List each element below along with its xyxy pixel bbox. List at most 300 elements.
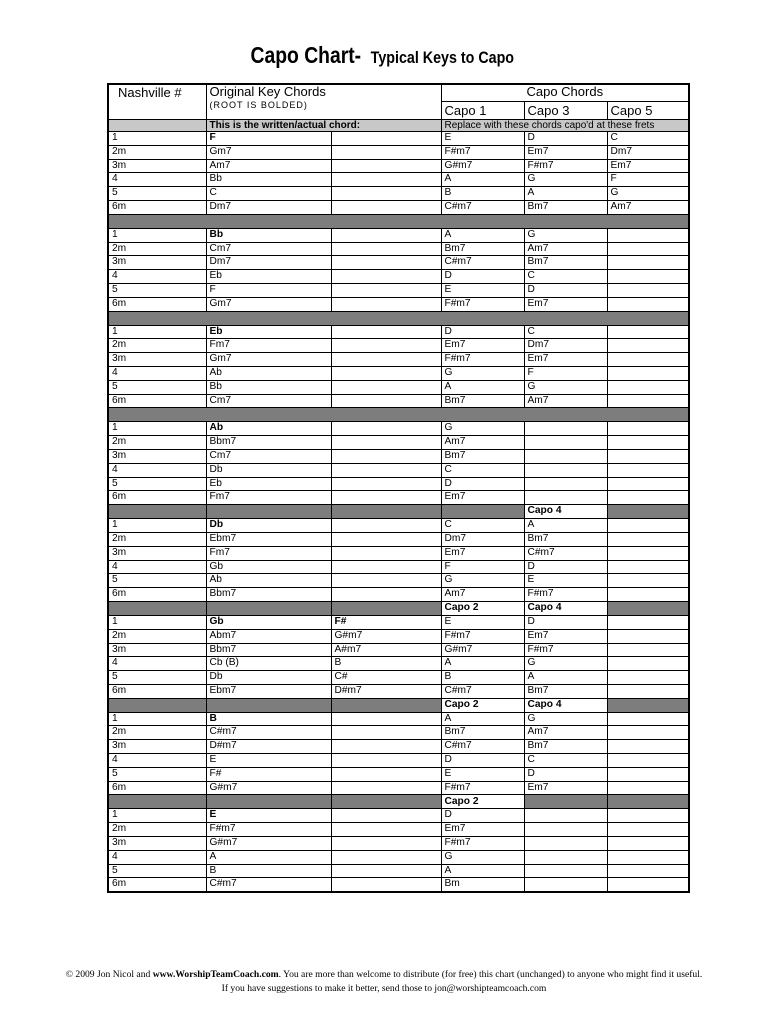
capo-b-cell: F#m7 (524, 588, 607, 602)
capo-c-cell (607, 477, 689, 491)
footer-line-1: © 2009 Jon Nicol and www.WorshipTeamCoach.com. You are more than welcome to distribute (for free) this chart (unchanged) to anyone who might find it useful. (65, 969, 703, 980)
capo-a-cell: E (441, 615, 524, 629)
title-subtitle: Typical Keys to Capo (371, 48, 515, 67)
nashville-cell: 1 (108, 422, 206, 436)
original-cell: E (206, 754, 331, 768)
separator-cell (206, 505, 331, 519)
alt-key-cell (331, 325, 441, 339)
original-cell: Gb (206, 560, 331, 574)
capo-c-cell (607, 615, 689, 629)
section-separator (108, 311, 689, 325)
nashville-cell: 3m (108, 353, 206, 367)
nashville-cell: 2m (108, 145, 206, 159)
capo-c-cell: F (607, 173, 689, 187)
separator-cell (108, 311, 689, 325)
table-row (108, 712, 689, 726)
capo-c-cell (607, 588, 689, 602)
capo-b-cell (524, 850, 607, 864)
nashville-cell: 3m (108, 159, 206, 173)
capo-b-cell (524, 878, 607, 892)
capo-b-cell: Em7 (524, 353, 607, 367)
nashville-cell: 5 (108, 283, 206, 297)
capo-b-cell: C (524, 754, 607, 768)
alt-key-cell (331, 878, 441, 892)
original-cell: D#m7 (206, 740, 331, 754)
capo-c-cell (607, 380, 689, 394)
alt-key-cell (331, 712, 441, 726)
subheader-row (108, 120, 689, 132)
original-cell: Dm7 (206, 256, 331, 270)
capo-c-cell (607, 574, 689, 588)
capo-b-cell: Am7 (524, 242, 607, 256)
capo-c-cell (607, 864, 689, 878)
capo-b-cell: Bm7 (524, 256, 607, 270)
capo-b-cell (524, 449, 607, 463)
nashville-cell: 6m (108, 781, 206, 795)
alt-key-cell (331, 574, 441, 588)
alt-key-cell (331, 823, 441, 837)
alt-key-cell (331, 353, 441, 367)
section-separator (108, 408, 689, 422)
table-row (108, 422, 689, 436)
alt-key-cell (331, 740, 441, 754)
capo-a-cell: G#m7 (441, 643, 524, 657)
footer (0, 968, 768, 996)
table-row (108, 823, 689, 837)
capo5-header: Capo 5 (607, 102, 689, 120)
capo-c-cell (607, 449, 689, 463)
table-row (108, 615, 689, 629)
alt-key-cell (331, 270, 441, 284)
nashville-cell: 3m (108, 837, 206, 851)
original-cell: Bb (206, 380, 331, 394)
capo-b-cell: Bm7 (524, 200, 607, 214)
alt-key-cell (331, 394, 441, 408)
capo-label-cell: Capo 2 (441, 601, 524, 615)
capo-a-cell: D (441, 809, 524, 823)
capo-c-cell (607, 740, 689, 754)
capo-b-cell: C (524, 270, 607, 284)
capo-a-cell: F#m7 (441, 837, 524, 851)
nashville-cell: 1 (108, 132, 206, 146)
table-row (108, 491, 689, 505)
alt-key-cell (331, 200, 441, 214)
nashville-cell: 4 (108, 463, 206, 477)
original-cell: Cm7 (206, 242, 331, 256)
alt-key-cell (331, 187, 441, 201)
alt-key-cell (331, 380, 441, 394)
table-row (108, 574, 689, 588)
original-cell: Eb (206, 325, 331, 339)
capo-c-cell (607, 228, 689, 242)
alt-key-cell: D#m7 (331, 684, 441, 698)
capo-c-cell (607, 546, 689, 560)
alt-key-cell (331, 297, 441, 311)
original-cell: E (206, 809, 331, 823)
alt-key-cell (331, 532, 441, 546)
table-row (108, 878, 689, 892)
capo-a-cell: A (441, 864, 524, 878)
nashville-cell: 5 (108, 477, 206, 491)
capo-c-cell (607, 684, 689, 698)
capo-b-cell: D (524, 767, 607, 781)
capo-a-cell: G (441, 366, 524, 380)
capo-b-cell: C#m7 (524, 546, 607, 560)
capo-a-cell: Am7 (441, 436, 524, 450)
section-separator (108, 795, 689, 809)
capo-c-cell (607, 519, 689, 533)
nashville-cell: 2m (108, 823, 206, 837)
capo-c-cell (607, 532, 689, 546)
capo-chart-table (107, 83, 690, 893)
nashville-cell: 3m (108, 546, 206, 560)
original-cell: B (206, 712, 331, 726)
nashville-cell: 5 (108, 767, 206, 781)
capo-a-cell: A (441, 657, 524, 671)
capo-b-cell: Am7 (524, 726, 607, 740)
capo-a-cell: B (441, 187, 524, 201)
capo-c-cell (607, 878, 689, 892)
table-row (108, 864, 689, 878)
capo-a-cell: G#m7 (441, 159, 524, 173)
capo-a-cell: C (441, 519, 524, 533)
nashville-cell: 1 (108, 228, 206, 242)
capo-b-cell: F#m7 (524, 159, 607, 173)
capo-a-cell: D (441, 754, 524, 768)
nashville-cell: 1 (108, 809, 206, 823)
alt-key-cell (331, 339, 441, 353)
nashville-cell: 1 (108, 519, 206, 533)
capo-b-cell: Bm7 (524, 740, 607, 754)
capo-a-cell: E (441, 767, 524, 781)
footer-line-2: If you have suggestions to make it better, send those to jon@worshipteamcoach.com (221, 983, 547, 994)
capo-b-cell: D (524, 283, 607, 297)
capo-b-cell: G (524, 228, 607, 242)
capo-b-cell: Em7 (524, 145, 607, 159)
capo-c-cell (607, 353, 689, 367)
capo-b-cell: F (524, 366, 607, 380)
alt-key-cell (331, 809, 441, 823)
capo-a-cell: C#m7 (441, 256, 524, 270)
alt-key-cell (331, 477, 441, 491)
nashville-cell: 2m (108, 532, 206, 546)
table-row (108, 394, 689, 408)
nashville-cell: 4 (108, 657, 206, 671)
table-row (108, 657, 689, 671)
nashville-cell: 6m (108, 200, 206, 214)
nashville-cell: 4 (108, 270, 206, 284)
table-row (108, 850, 689, 864)
capo-a-cell: G (441, 574, 524, 588)
nashville-cell: 6m (108, 588, 206, 602)
nashville-cell: 1 (108, 712, 206, 726)
alt-key-cell (331, 588, 441, 602)
table-row (108, 519, 689, 533)
original-cell: Ebm7 (206, 684, 331, 698)
nashville-cell: 1 (108, 615, 206, 629)
nashville-cell: 4 (108, 754, 206, 768)
capo-b-cell: Em7 (524, 781, 607, 795)
original-cell: G#m7 (206, 781, 331, 795)
table-row (108, 173, 689, 187)
capo-b-cell: C (524, 325, 607, 339)
nashville-cell: 5 (108, 574, 206, 588)
capo-a-cell: D (441, 325, 524, 339)
original-cell: Cm7 (206, 394, 331, 408)
separator-cell (206, 698, 331, 712)
capo-a-cell: F#m7 (441, 629, 524, 643)
capo-c-cell (607, 394, 689, 408)
nashville-cell: 2m (108, 436, 206, 450)
capo-c-cell (607, 463, 689, 477)
capo-b-cell (524, 477, 607, 491)
alt-key-cell (331, 519, 441, 533)
separator-cell (607, 795, 689, 809)
original-key-header (206, 84, 441, 120)
alt-key-cell: B (331, 657, 441, 671)
nashville-cell: 3m (108, 643, 206, 657)
nashville-cell: 5 (108, 671, 206, 685)
nashville-cell: 3m (108, 449, 206, 463)
nashville-cell: 6m (108, 878, 206, 892)
capo-a-cell: E (441, 283, 524, 297)
table-row (108, 740, 689, 754)
original-cell: Fm7 (206, 546, 331, 560)
separator-cell (108, 214, 689, 228)
nashville-cell: 6m (108, 297, 206, 311)
table-row (108, 353, 689, 367)
nashville-cell: 4 (108, 560, 206, 574)
alt-key-cell (331, 449, 441, 463)
capo-a-cell: D (441, 477, 524, 491)
original-cell: Ab (206, 422, 331, 436)
capo-chords-header: Capo Chords (441, 84, 689, 102)
table-row (108, 532, 689, 546)
original-cell: Dm7 (206, 200, 331, 214)
original-cell: F (206, 132, 331, 146)
capo-c-cell (607, 491, 689, 505)
capo-c-cell (607, 629, 689, 643)
capo-b-cell: D (524, 132, 607, 146)
capo-a-cell: Em7 (441, 823, 524, 837)
capo-b-cell: Em7 (524, 297, 607, 311)
table-row (108, 809, 689, 823)
table-row (108, 256, 689, 270)
capo1-header: Capo 1 (441, 102, 524, 120)
alt-key-cell: C# (331, 671, 441, 685)
capo-a-cell: E (441, 132, 524, 146)
capo-a-cell: C (441, 463, 524, 477)
original-cell: C#m7 (206, 726, 331, 740)
capo-c-cell (607, 560, 689, 574)
capo-b-cell: Em7 (524, 629, 607, 643)
capo-c-cell (607, 297, 689, 311)
table-row (108, 380, 689, 394)
capo-c-cell: G (607, 187, 689, 201)
capo-b-cell (524, 809, 607, 823)
alt-key-cell (331, 159, 441, 173)
capo-a-cell: C#m7 (441, 200, 524, 214)
capo-c-cell (607, 781, 689, 795)
table-row (108, 477, 689, 491)
capo-c-cell (607, 643, 689, 657)
nashville-cell: 2m (108, 726, 206, 740)
capo-a-cell: F#m7 (441, 781, 524, 795)
separator-cell (206, 601, 331, 615)
separator-cell (607, 505, 689, 519)
capo-a-cell: F#m7 (441, 353, 524, 367)
replace-note: Replace with these chords capo'd at these frets (441, 120, 689, 132)
separator-cell (607, 601, 689, 615)
header-row (108, 84, 689, 102)
alt-key-cell (331, 228, 441, 242)
capo-a-cell: F#m7 (441, 297, 524, 311)
alt-key-cell (331, 436, 441, 450)
capo-b-cell: A (524, 519, 607, 533)
capo-a-cell: C#m7 (441, 684, 524, 698)
original-cell: Db (206, 519, 331, 533)
capo-b-cell: G (524, 380, 607, 394)
footer-site-link: www.WorshipTeamCoach.com (152, 969, 279, 980)
alt-key-cell (331, 256, 441, 270)
alt-key-cell (331, 283, 441, 297)
capo-b-cell: Dm7 (524, 339, 607, 353)
page-title (0, 42, 768, 69)
alt-key-cell (331, 145, 441, 159)
capo-c-cell (607, 657, 689, 671)
capo-a-cell: Em7 (441, 546, 524, 560)
original-cell: Eb (206, 477, 331, 491)
nashville-cell: 6m (108, 684, 206, 698)
capo-b-cell: Bm7 (524, 684, 607, 698)
original-cell: Gm7 (206, 145, 331, 159)
capo-c-cell (607, 823, 689, 837)
capo-c-cell (607, 436, 689, 450)
original-cell: F#m7 (206, 823, 331, 837)
original-cell: Abm7 (206, 629, 331, 643)
capo-c-cell (607, 850, 689, 864)
table-row (108, 283, 689, 297)
alt-key-cell (331, 463, 441, 477)
section-separator (108, 698, 689, 712)
capo-c-cell: Am7 (607, 200, 689, 214)
capo-b-cell (524, 422, 607, 436)
table-row (108, 297, 689, 311)
separator-cell (441, 505, 524, 519)
capo-label-cell: Capo 4 (524, 698, 607, 712)
table-row (108, 325, 689, 339)
table-row (108, 145, 689, 159)
capo-a-cell: Bm7 (441, 449, 524, 463)
nashville-cell: 5 (108, 187, 206, 201)
separator-cell (331, 698, 441, 712)
alt-key-cell (331, 864, 441, 878)
separator-cell (331, 505, 441, 519)
nashville-cell: 4 (108, 173, 206, 187)
capo-b-cell: A (524, 671, 607, 685)
capo-c-cell (607, 726, 689, 740)
original-cell: Fm7 (206, 491, 331, 505)
nashville-cell: 6m (108, 394, 206, 408)
nashville-cell: 3m (108, 740, 206, 754)
capo-a-cell: A (441, 712, 524, 726)
nashville-cell: 5 (108, 380, 206, 394)
original-cell: Ab (206, 574, 331, 588)
title-main: Capo Chart- (250, 42, 361, 68)
separator-cell (108, 505, 206, 519)
table-row (108, 159, 689, 173)
alt-key-cell (331, 242, 441, 256)
original-cell: Bbm7 (206, 436, 331, 450)
capo-b-cell: A (524, 187, 607, 201)
capo-a-cell: F (441, 560, 524, 574)
capo-label-cell: Capo 2 (441, 795, 524, 809)
alt-key-cell: F# (331, 615, 441, 629)
alt-key-cell (331, 491, 441, 505)
table-row (108, 436, 689, 450)
separator-cell (108, 795, 206, 809)
original-cell: Cb (B) (206, 657, 331, 671)
capo-label-cell: Capo 4 (524, 505, 607, 519)
capo-b-cell: E (524, 574, 607, 588)
nashville-cell: 3m (108, 256, 206, 270)
table-row (108, 270, 689, 284)
capo-c-cell: C (607, 132, 689, 146)
capo-c-cell (607, 422, 689, 436)
separator-cell (607, 698, 689, 712)
nashville-cell: 4 (108, 366, 206, 380)
capo-c-cell (607, 283, 689, 297)
table-row (108, 643, 689, 657)
capo-c-cell (607, 325, 689, 339)
original-cell: Ab (206, 366, 331, 380)
table-row (108, 339, 689, 353)
capo-b-cell (524, 823, 607, 837)
capo-c-cell (607, 712, 689, 726)
capo-a-cell: Bm (441, 878, 524, 892)
capo-b-cell: F#m7 (524, 643, 607, 657)
separator-cell (108, 408, 689, 422)
alt-key-cell (331, 767, 441, 781)
original-cell: Gb (206, 615, 331, 629)
capo-a-cell: G (441, 422, 524, 436)
capo-b-cell (524, 436, 607, 450)
capo-a-cell: Dm7 (441, 532, 524, 546)
capo-c-cell (607, 754, 689, 768)
section-separator (108, 505, 689, 519)
alt-key-cell: G#m7 (331, 629, 441, 643)
nashville-cell: 6m (108, 491, 206, 505)
original-cell: F# (206, 767, 331, 781)
table-row (108, 242, 689, 256)
capo-c-cell (607, 366, 689, 380)
table-row (108, 629, 689, 643)
table-row (108, 200, 689, 214)
table-row (108, 767, 689, 781)
nashville-cell: 2m (108, 339, 206, 353)
capo-label-cell: Capo 2 (441, 698, 524, 712)
capo-a-cell: Bm7 (441, 394, 524, 408)
capo-b-cell (524, 864, 607, 878)
nashville-cell: 1 (108, 325, 206, 339)
capo-a-cell: A (441, 228, 524, 242)
capo-b-cell: G (524, 173, 607, 187)
capo-a-cell: B (441, 671, 524, 685)
capo-c-cell: Dm7 (607, 145, 689, 159)
table-row (108, 187, 689, 201)
original-cell: G#m7 (206, 837, 331, 851)
alt-key-cell (331, 837, 441, 851)
